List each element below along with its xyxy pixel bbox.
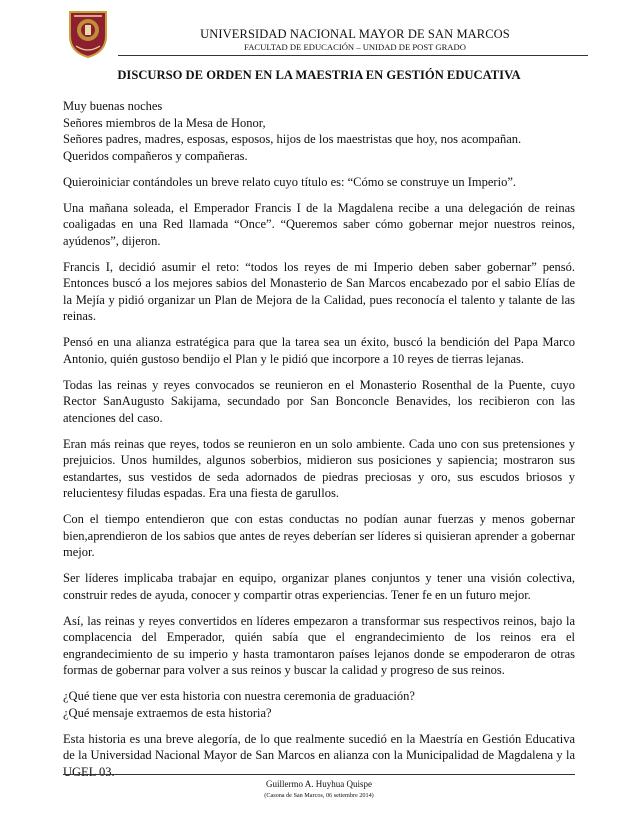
university-seal-icon <box>66 8 110 58</box>
document-body <box>63 98 575 790</box>
questions-block <box>63 688 575 721</box>
paragraph: Pensó en una alianza estratégica para que la tarea sea un éxito, buscó la bendición del Papa Marco Antonio, quién gustoso bendijo el Plan y le pidió que incorpore a 10 reyes de tierras lejanas. <box>63 335 575 366</box>
greeting-block <box>63 98 575 164</box>
closing-paragraph: Esta historia es una breve alegoría, de lo que realmente sucedió en la Maestría en Gestión Educativa de la Universidad Nacional Mayor de San Marcos en alianza con la Municipalidad de Magdalena y la UGEL 03. <box>63 731 575 779</box>
paragraph: Todas las reinas y reyes convocados se reunieron en el Monasterio Rosenthal de la Puente, cuyo Rector SanAugusto Sakijama, secundado por San Bonconcle Benavides, los recibieron con las atenciones del caso. <box>63 377 575 425</box>
greeting-line: Muy buenas noches <box>63 99 163 113</box>
greeting-line: Queridos compañeros y compañeras. <box>63 148 248 163</box>
header-divider <box>118 55 588 56</box>
paragraph: Una mañana soleada, el Emperador Francis I de la Magdalena recibe a una delegación de reinas coaligadas en una Red llamada “Once”. “Queremos saber cómo gobernar mejor nuestros reinos, ayúdenos”, dijeron. <box>63 200 575 248</box>
greeting-line: Señores miembros de la Mesa de Honor, <box>63 115 266 130</box>
place-date: (Casona de San Marcos, 06 setiembre 2014) <box>264 792 374 799</box>
paragraph: Así, las reinas y reyes convertidos en líderes empezaron a transformar sus respectivos reinos, bajo la complacencia del Emperador, quién sabía que el engrandecimiento de los reinos era el engrandecimiento de su imperio y hasta tramontaron países lejanos donde se empoderaron de otras formas de gobernar para volver a sus reinos y buscar la calidad y progreso de sus reinos. <box>63 613 575 677</box>
greeting-line: Señores padres, madres, esposas, esposos, hijos de los maestristas que hoy, nos acompañan. <box>63 132 522 146</box>
university-name: UNIVERSIDAD NACIONAL MAYOR DE SAN MARCOS <box>200 27 510 41</box>
paragraph: Eran más reinas que reyes, todos se reunieron en un solo ambiente. Cada uno con sus pretensiones y prejuicios. Unos humildes, algunos soberbios, midieron sus posiciones y sapiencia; mostraron sus estandartes, sus vestidos de seda adornados de piedras preciosas y oro, sus escudos briosos y relucientesy filudas espadas. Era una fiesta de garullos. <box>63 436 575 500</box>
paragraph: Quieroiniciar contándoles un breve relato cuyo título es: “Cómo se construye un Imperio”. <box>63 174 516 189</box>
question-line: ¿Qué mensaje extraemos de esta historia? <box>63 705 272 720</box>
question-line: ¿Qué tiene que ver esta historia con nuestra ceremonia de graduación? <box>63 689 415 703</box>
paragraph: Con el tiempo entendieron que con estas conductas no podían aunar fuerzas y menos gobernar bien,aprendieron de los sabios que antes de reyes deberían ser líderes si quisieran aprender a gobernar mejor. <box>63 512 575 559</box>
paragraph: Francis I, decidió asumir el reto: “todos los reyes de mi Imperio deben saber gobernar” pensó. Entonces buscó a los mejores sabios del Monasterio de San Marcos encabezado por el sabio Elías de la Mejía y pidió organizar un Plan de Mejora de la Calidad, pues reconocía el talento y talante de las reinas. <box>63 259 575 323</box>
faculty-name: FACULTAD DE EDUCACIÓN – UNIDAD DE POST GRADO <box>244 42 466 52</box>
document-title: DISCURSO DE ORDEN EN LA MAESTRIA EN GESTIÓN EDUCATIVA <box>117 68 521 82</box>
footer-divider <box>63 774 575 775</box>
paragraph: Ser líderes implicaba trabajar en equipo, organizar planes conjuntos y tener una visión colectiva, construir redes de ayuda, conocer y compartir otras experiencias. Tener fe en un futuro mejor. <box>63 571 575 602</box>
author-name: Guillermo A. Huyhua Quispe <box>266 779 372 789</box>
